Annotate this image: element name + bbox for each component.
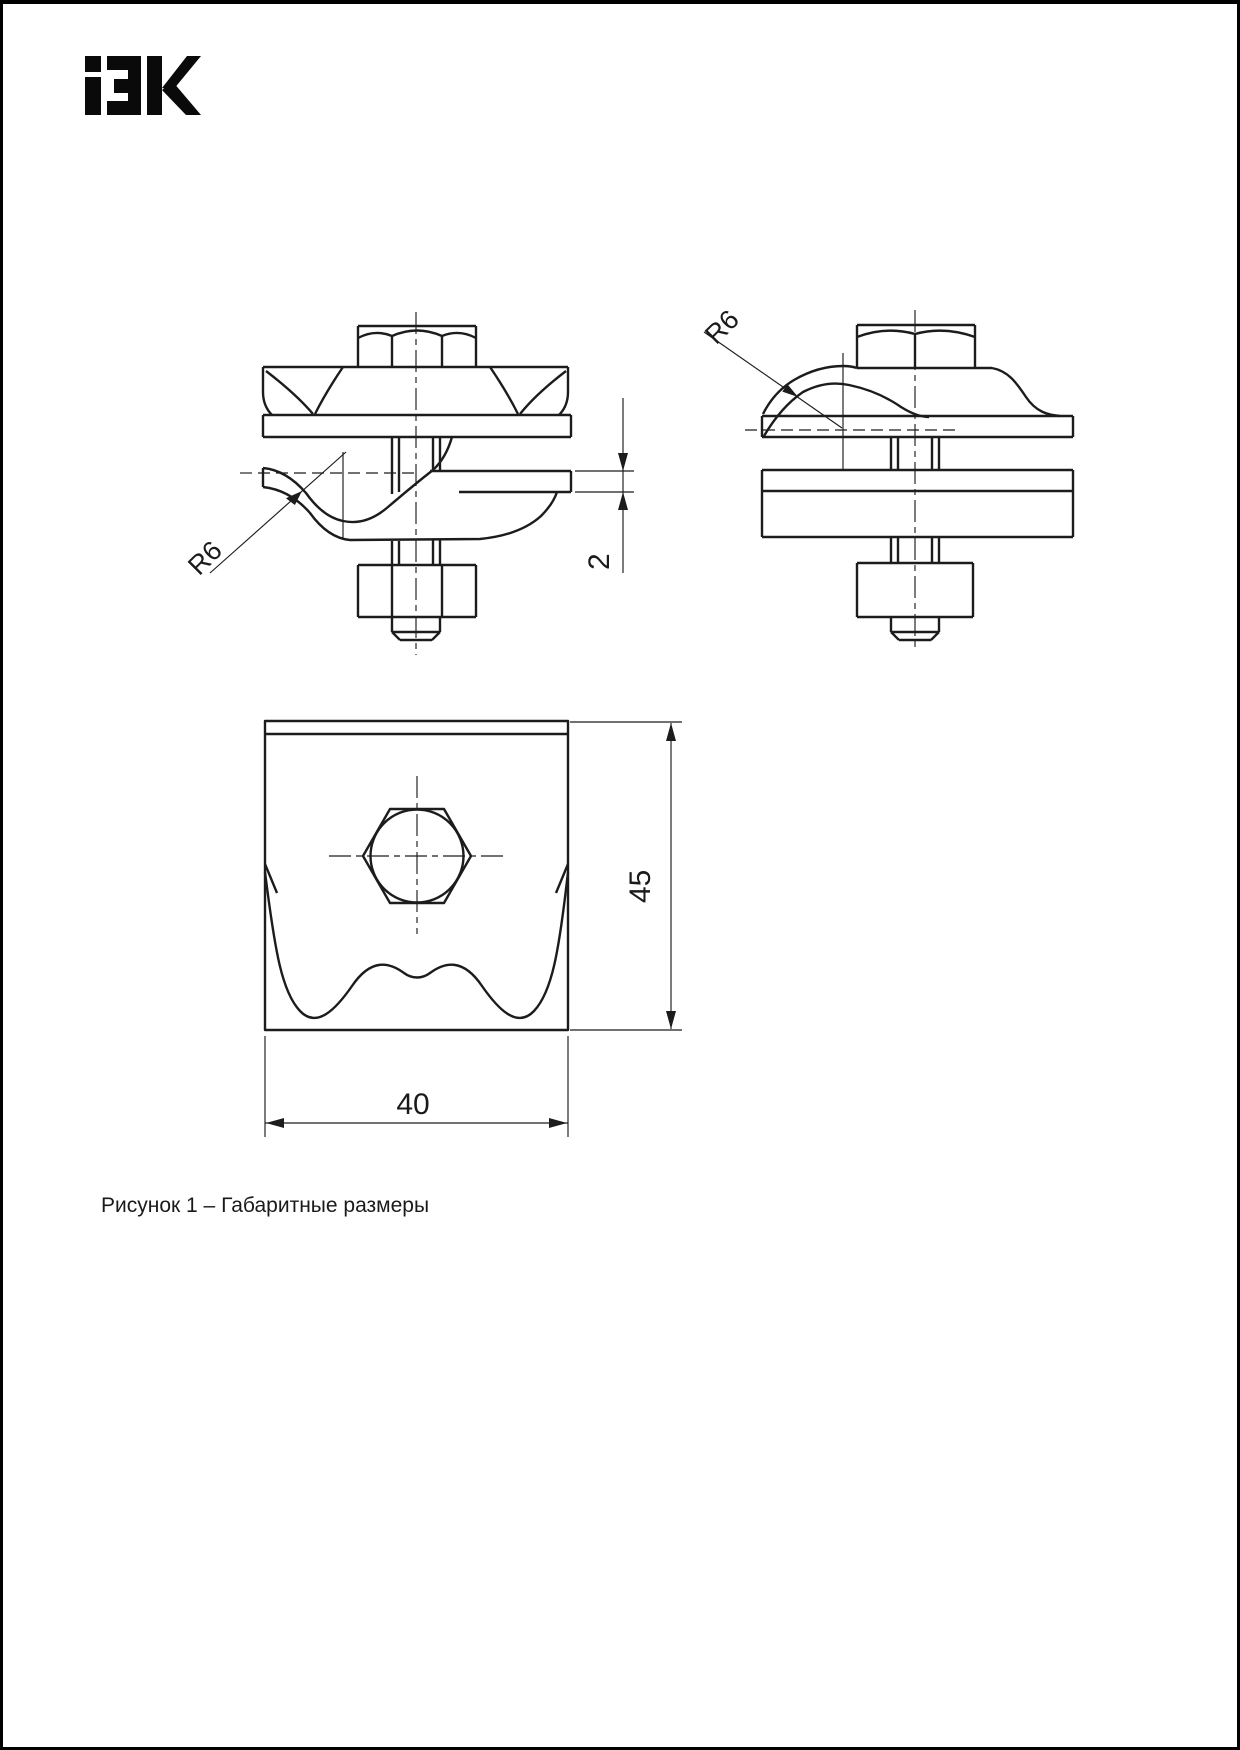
figure-caption: Рисунок 1 – Габаритные размеры [101, 1194, 430, 1217]
side-view-left [210, 312, 571, 655]
dim-40-label: 40 [396, 1088, 430, 1121]
dimension-height-45 [570, 722, 682, 1030]
dimension-thickness-2 [575, 398, 634, 573]
radius-label-right: R6 [699, 304, 745, 350]
dim-45-label: 45 [624, 869, 657, 903]
dimension-width-40 [265, 1036, 568, 1137]
side-view-right [704, 310, 1073, 652]
front-view [265, 721, 568, 1030]
dim-2-label: 2 [583, 553, 616, 570]
radius-label-left: R6 [182, 535, 228, 581]
